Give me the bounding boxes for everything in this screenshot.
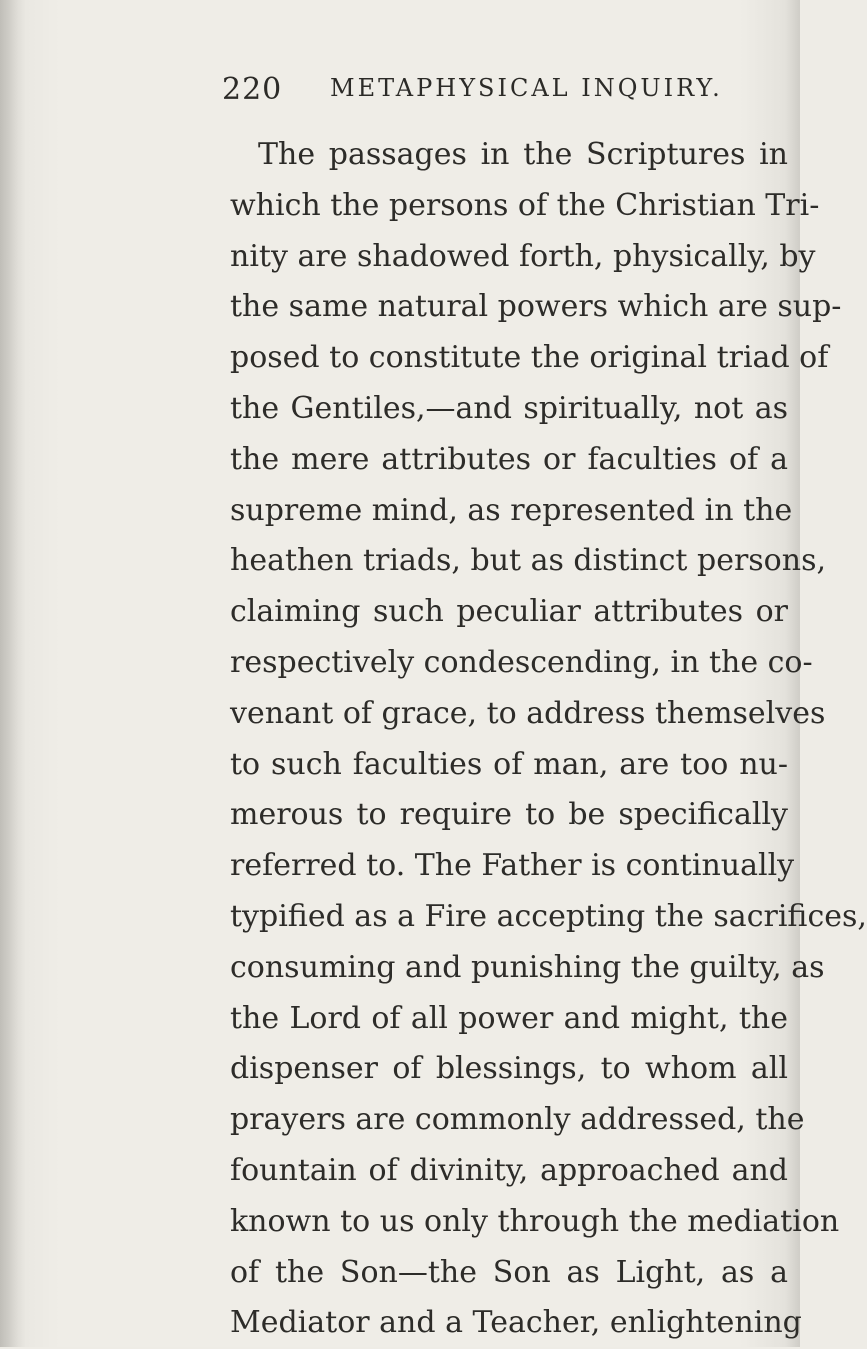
binding-shadow [0, 0, 26, 1347]
text-line: venant of grace, to address themselves [230, 695, 826, 731]
text-line: referred to. The Father is continually [230, 848, 795, 884]
text-line: heathen triads, but as distinct persons, [230, 543, 827, 579]
text-line: prayers are commonly addressed, the [230, 1102, 805, 1138]
text-line: fountain of divinity, approached and [230, 1152, 788, 1188]
text-line: nity are shadowed forth, physically, by [230, 238, 816, 274]
text-line: which the persons of the Christian Tri- [230, 187, 820, 223]
text-line: posed to constitute the original triad of [230, 340, 829, 376]
text-line: of the Son—the Son as Light, as a [230, 1254, 788, 1290]
running-title: METAPHYSICAL INQUIRY. [330, 74, 723, 102]
text-line: The passages in the Scriptures in [258, 137, 788, 172]
text-line: typified as a Fire accepting the sacrifices, [230, 898, 867, 934]
text-line: known to us only through the mediation [230, 1203, 840, 1239]
text-line: the same natural powers which are sup- [230, 289, 842, 325]
text-line: the Lord of all power and might, the [230, 1000, 788, 1036]
text-line: merous to require to be specifically [230, 797, 788, 833]
text-line: Mediator and a Teacher, enlightening [230, 1305, 802, 1341]
page-number: 220 [222, 72, 283, 107]
text-line: claiming such peculiar attributes or [230, 594, 788, 630]
paragraph [230, 130, 867, 1349]
page-header [222, 72, 742, 112]
text-line: dispenser of blessings, to whom all [230, 1051, 788, 1087]
text-line: supreme mind, as represented in the [230, 492, 793, 528]
text-line: respectively condescending, in the co- [230, 644, 813, 680]
text-line: to such faculties of man, are too nu- [230, 746, 788, 782]
text-line: consuming and punishing the guilty, as [230, 949, 825, 985]
text-line: the Gentiles,—and spiritually, not as [230, 390, 788, 426]
text-line: the mere attributes or faculties of a [230, 441, 788, 477]
